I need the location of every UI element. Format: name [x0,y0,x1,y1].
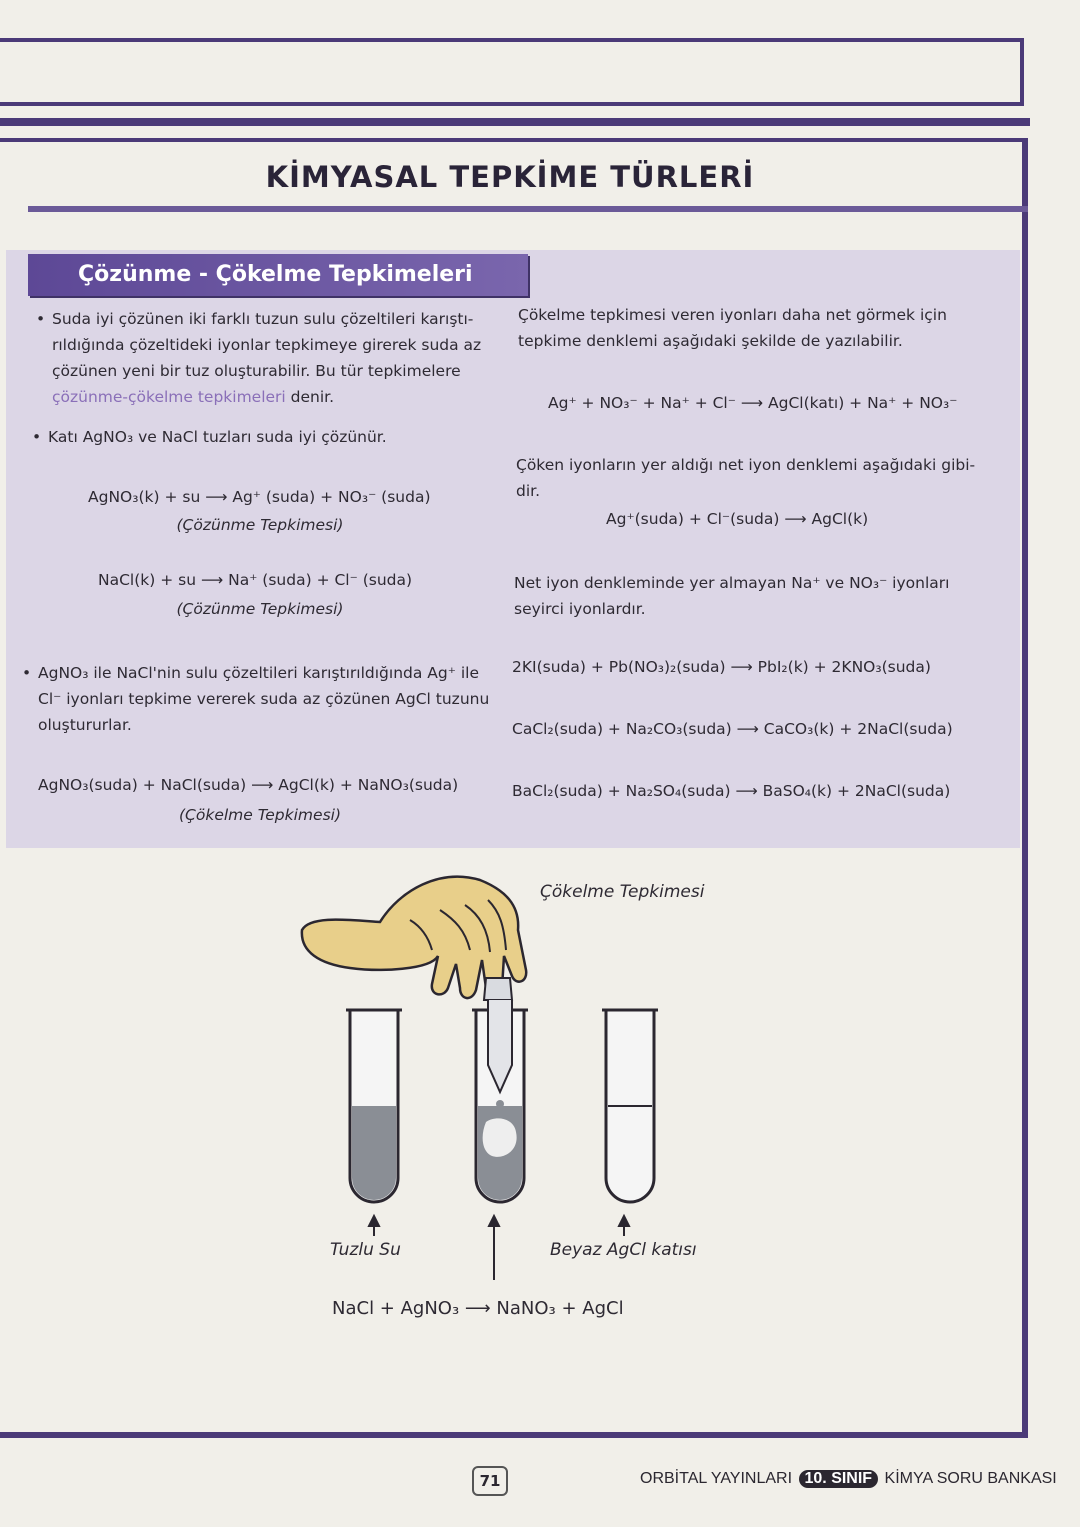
test-tube-left-icon [346,1005,402,1202]
figure-caption: Çökelme Tepkimesi [540,882,705,902]
page-title: KİMYASAL TEPKİME TÜRLERİ [265,160,755,194]
right-p2-line-1: Çöken iyonların yer aldığı net iyon denklemi aşağıdaki gibi- [516,456,976,474]
left-p3-line-1: • AgNO₃ ile NaCl'nin sulu çözeltileri karıştırıldığında Ag⁺ ile [38,664,479,682]
left-equation-1: AgNO₃(k) + su ⟶ Ag⁺ (suda) + NO₃⁻ (suda) [88,488,431,506]
left-equation-2: NaCl(k) + su ⟶ Na⁺ (suda) + Cl⁻ (suda) [98,571,413,589]
left-equation-2-label: (Çözünme Tepkimesi) [176,600,344,618]
right-paragraph-2 [516,452,996,504]
right-p1-line-2: tepkime denklemi aşağıdaki şekilde de yazılabilir. [518,332,903,350]
page-number: 71 [472,1466,508,1496]
highlighted-term: çözünme-çökelme tepkimeleri [52,388,286,406]
left-p1-line-3: çözünen yeni bir tuz oluşturabilir. Bu tür tepkimelere [52,362,461,380]
left-p3-line-3: oluştururlar. [38,716,132,734]
right-equation-4: CaCl₂(suda) + Na₂CO₃(suda) ⟶ CaCO₃(k) + 2NaCl(suda) [512,720,953,738]
top-frame [0,38,1024,106]
right-paragraph-3 [514,570,994,622]
right-p2-line-2: dir. [516,482,541,500]
test-tube-middle-icon [472,1000,528,1202]
section-header: Çözünme - Çökelme Tepkimeleri [28,254,528,296]
footer-publisher [640,1470,1057,1488]
left-p1-line-4-end: denir. [285,388,335,406]
experiment-illustration [290,860,750,1280]
right-p3-line-1: Net iyon denkleminde yer almayan Na⁺ ve NO₃⁻ iyonları [514,574,950,592]
left-paragraph-1 [52,306,502,410]
right-equation-5: BaCl₂(suda) + Na₂SO₄(suda) ⟶ BaSO₄(k) + 2NaCl(suda) [512,782,951,800]
right-p1-line-1: Çökelme tepkimesi veren iyonları daha net görmek için [518,306,947,324]
test-tube-right-icon [602,1010,658,1202]
left-p1-line-2: rıldığında çözeltideki iyonlar tepkimeye girerek suda az [52,336,482,354]
left-p1-line-4 [52,384,502,410]
left-p1-line-1: • Suda iyi çözünen iki farklı tuzun sulu çözeltileri karıştı- [52,310,474,328]
book-title: KİMYA SORU BANKASI [884,1470,1057,1487]
publisher-name: ORBİTAL YAYINLARI [640,1470,793,1487]
grade-badge: 10. SINIF [799,1470,879,1488]
right-equation-3: 2KI(suda) + Pb(NO₃)₂(suda) ⟶ PbI₂(k) + 2KNO₃(suda) [512,658,931,676]
right-equation-2: Ag⁺(suda) + Cl⁻(suda) ⟶ AgCl(k) [606,510,869,528]
left-equation-3: AgNO₃(suda) + NaCl(suda) ⟶ AgCl(k) + NaNO₃(suda) [38,776,459,794]
right-paragraph-1 [518,302,998,354]
left-paragraph-3 [38,660,508,738]
title-underline [28,206,1028,212]
tube-label-salt-water: Tuzlu Su [330,1240,401,1260]
left-equation-3-label: (Çökelme Tepkimesi) [178,806,341,824]
figure-equation: NaCl + AgNO₃ ⟶ NaNO₃ + AgCl [332,1298,624,1319]
left-paragraph-2: • Katı AgNO₃ ve NaCl tuzları suda iyi çözünür. [48,424,387,450]
right-equation-1: Ag⁺ + NO₃⁻ + Na⁺ + Cl⁻ ⟶ AgCl(katı) + Na⁺ + NO₃⁻ [548,394,958,412]
left-p3-line-2: Cl⁻ iyonları tepkime vererek suda az çözünen AgCl tuzunu [38,690,490,708]
right-p3-line-2: seyirci iyonlardır. [514,600,646,618]
left-equation-1-label: (Çözünme Tepkimesi) [176,516,344,534]
top-band [0,118,1030,126]
tube-label-precipitate: Beyaz AgCl katısı [550,1240,697,1260]
